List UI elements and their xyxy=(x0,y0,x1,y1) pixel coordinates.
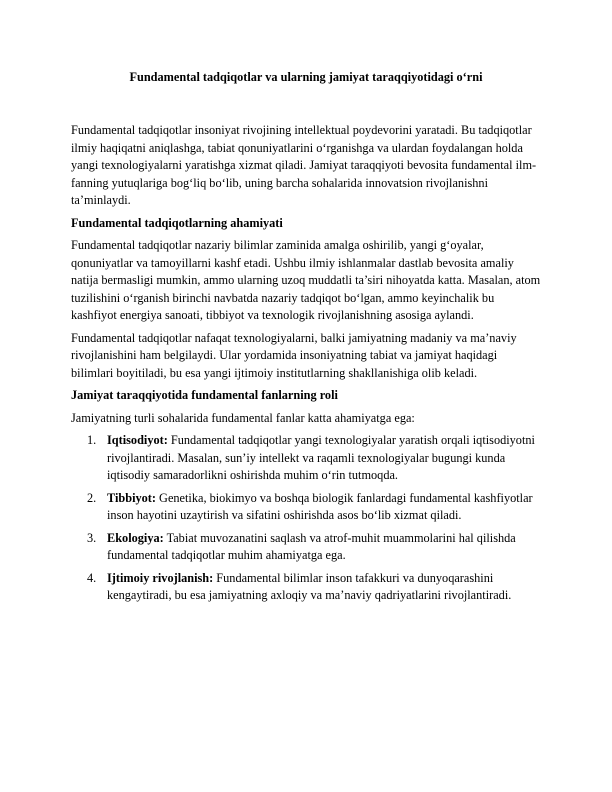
list-item-text: Fundamental bilimlar inson tafakkuri va dunyoqarashini kengaytiradi, bu esa jamiyatning axloqiy va ma’naviy qadriyatlarini rivojlantiradi. xyxy=(107,570,512,602)
list-item xyxy=(71,530,541,565)
list-item xyxy=(71,570,541,605)
list-item-number: 3. xyxy=(87,530,97,545)
intro-paragraph: Fundamental tadqiqotlar insoniyat rivojining intellektual poydevorini yaratadi. Bu tadqiqotlar ilmiy haqiqatni aniqlashga, tabiat qonuniyatlarini o‘rganishga va ulardan foydalangan holda yangi texnologiyalarni yaratishga xizmat qiladi. Jamiyat taraqqiyoti bevosita fundamental ilm-fanning yutuqlariga bog‘liq bo‘lib, uning barcha sohalarida innovatsion rivojlanishni ta’minlaydi. xyxy=(71,123,537,207)
role-list xyxy=(71,432,541,605)
list-item-text: Tabiat muvozanatini saqlash va atrof-muhit muammolarini hal qilishda fundamental tadqiqotlar muhim ahamiyatga ega. xyxy=(107,530,516,562)
list-item-number: 4. xyxy=(87,570,97,585)
role-lead-paragraph: Jamiyatning turli sohalarida fundamental fanlar katta ahamiyatga ega: xyxy=(71,410,415,425)
document-body xyxy=(71,122,541,610)
list-item-text: Fundamental tadqiqotlar yangi texnologiyalar yaratish orqali iqtisodiyotni rivojlantiradi. Masalan, sun’iy intellekt va raqamli texnologiyalar bugungi kunda iqtisodiy samaradorlikni oshirishda muhim o‘rin tutmoqda. xyxy=(107,433,535,482)
list-item-label: Ekologiya: xyxy=(107,530,164,545)
importance-paragraph-2: Fundamental tadqiqotlar nafaqat texnologiyalarni, balki jamiyatning madaniy va ma’naviy rivojlanishini ham belgilaydi. Ular yordamida insoniyatning tabiat va jamiyat haqidagi bilimlari boyitiladi, bu esa yangi ijtimoiy institutlarning shakllanishiga olib keladi. xyxy=(71,330,517,380)
document-title: Fundamental tadqiqotlar va ularning jamiyat taraqqiyotidagi o‘rni xyxy=(129,70,483,84)
importance-paragraph-1: Fundamental tadqiqotlar nazariy bilimlar zaminida amalga oshirilib, yangi g‘oyalar, qonuniyatlar va tamoyillarni kashf etadi. Ushbu ilmiy ishlanmalar dastlab bevosita amaliy natija bermasligi mumkin, ammo ularning uzoq muddatli ta’siri nihoyatda katta. Masalan, atom tuzilishini o‘rganish birinchi navbatda nazariy tadqiqot bo‘lgan, ammo keyinchalik bu kashfiyot energiya sanoati, tibbiyot va texnologik rivojlanishning asosiga aylandi. xyxy=(71,238,541,322)
list-item-label: Tibbiyot: xyxy=(107,490,156,505)
list-item-text: Genetika, biokimyo va boshqa biologik fanlardagi fundamental kashfiyotlar inson hayotini uzaytirish va sifatini oshirishda asos bo‘lib xizmat qiladi. xyxy=(107,490,533,522)
list-item-number: 2. xyxy=(87,490,97,505)
list-item-label: Iqtisodiyot: xyxy=(107,433,168,447)
section-heading-importance: Fundamental tadqiqotlarning ahamiyati xyxy=(71,215,283,230)
section-heading-role: Jamiyat taraqqiyotida fundamental fanlarning roli xyxy=(71,388,338,402)
list-item-label: Ijtimoiy rivojlanish: xyxy=(107,570,214,585)
list-item xyxy=(71,490,541,525)
list-item-number: 1. xyxy=(87,433,97,447)
list-item xyxy=(71,432,541,485)
